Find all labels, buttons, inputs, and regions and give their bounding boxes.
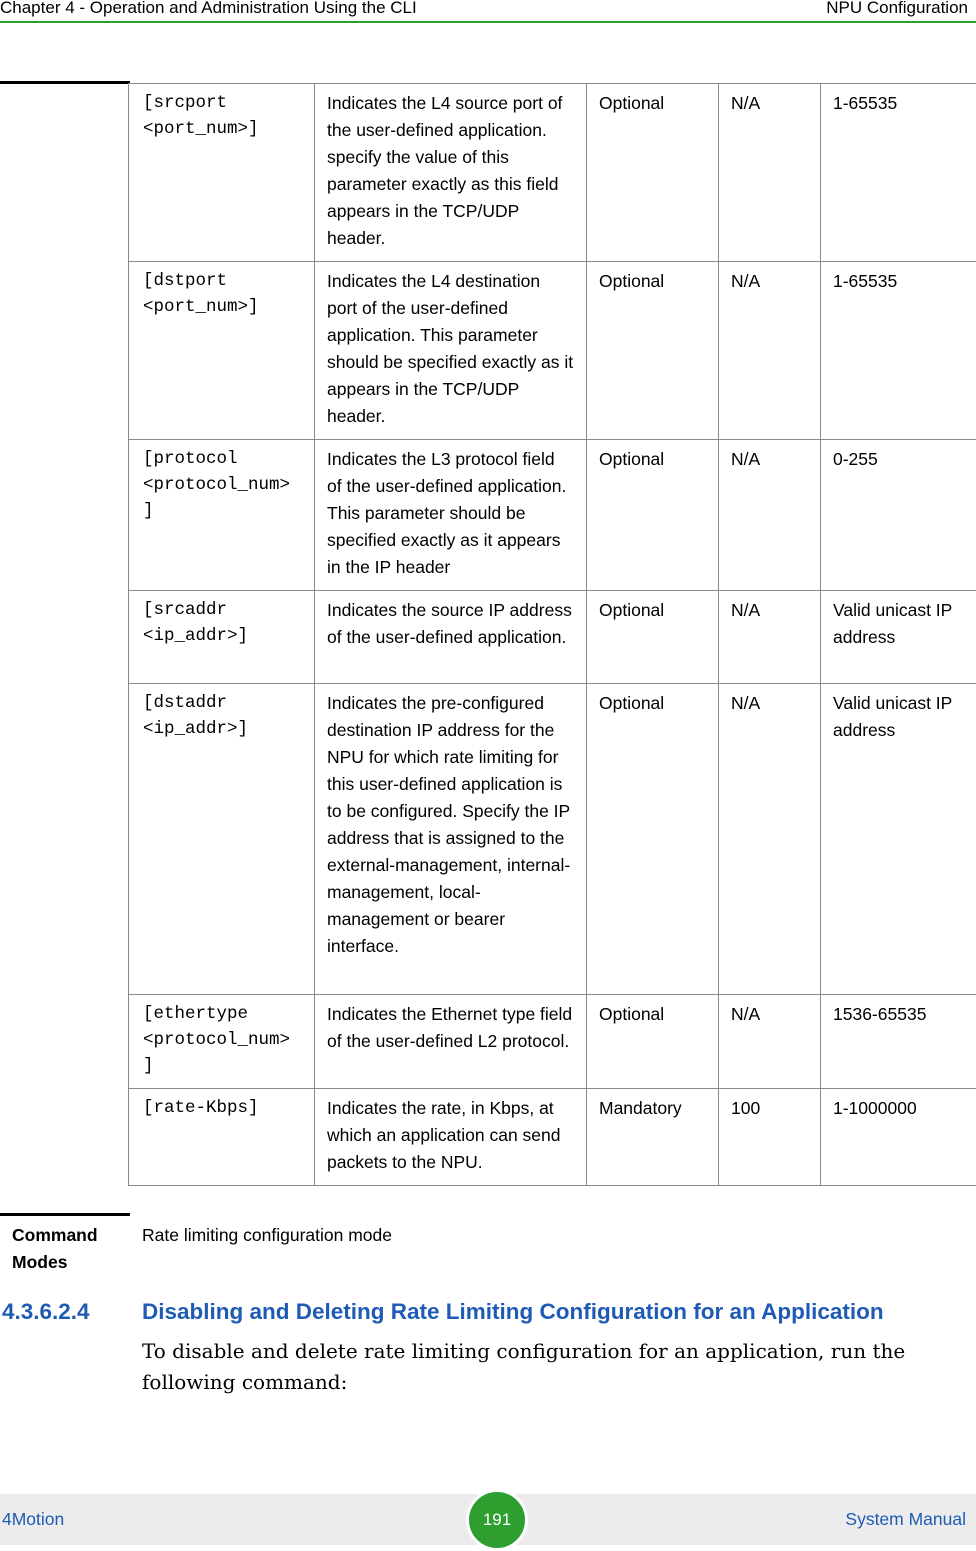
section-header: NPU Configuration (826, 0, 968, 18)
param-cell: [srcaddr <ip_addr>] (129, 591, 315, 684)
table-row (129, 995, 976, 1089)
param-cell: [ethertype <protocol_num> ] (129, 995, 315, 1089)
description-cell: Indicates the source IP address of the user-defined application. (315, 591, 587, 684)
description-cell: Indicates the Ethernet type field of the user-defined L2 protocol. (315, 995, 587, 1089)
possible-values-cell: 1-65535 (821, 262, 976, 440)
default-value-cell: N/A (719, 591, 821, 684)
default-value-cell: N/A (719, 995, 821, 1089)
possible-values-cell: Valid unicast IP address (821, 591, 976, 684)
command-modes-label: Command Modes (12, 1222, 122, 1276)
description-cell: Indicates the pre-configured destination IP address for the NPU for which rate limiting for this user-defined application is to be configured. Specify the IP address that is assigned to the external-management, internal-management, local-management or bearer interface. (315, 684, 587, 995)
presence-cell: Optional (587, 262, 719, 440)
command-modes-value: Rate limiting configuration mode (142, 1222, 392, 1249)
parameters-table (128, 83, 976, 1186)
description-cell: Indicates the L3 protocol field of the user-defined application. This parameter should be specified exactly as it appears in the IP header (315, 440, 587, 591)
header-rule (0, 21, 976, 23)
table-row (129, 440, 976, 591)
possible-values-cell: 1-65535 (821, 84, 976, 262)
page-number-badge: 191 (466, 1489, 528, 1551)
table-side-rule (0, 81, 130, 84)
param-cell: [protocol <protocol_num> ] (129, 440, 315, 591)
possible-values-cell: Valid unicast IP address (821, 684, 976, 995)
presence-cell: Optional (587, 684, 719, 995)
param-cell: [dstaddr <ip_addr>] (129, 684, 315, 995)
table-row (129, 1089, 976, 1186)
table-row (129, 591, 976, 684)
section-number: 4.3.6.2.4 (2, 1299, 90, 1325)
command-modes-rule (0, 1213, 130, 1216)
possible-values-cell: 0-255 (821, 440, 976, 591)
table-row (129, 684, 976, 995)
default-value-cell: N/A (719, 440, 821, 591)
default-value-cell: N/A (719, 84, 821, 262)
param-cell: [srcport <port_num>] (129, 84, 315, 262)
default-value-cell: N/A (719, 262, 821, 440)
table-row (129, 262, 976, 440)
default-value-cell: N/A (719, 684, 821, 995)
presence-cell: Optional (587, 440, 719, 591)
section-body: To disable and delete rate limiting configuration for an application, run the following command: (142, 1336, 942, 1398)
param-cell: [rate-Kbps] (129, 1089, 315, 1186)
presence-cell: Optional (587, 591, 719, 684)
presence-cell: Mandatory (587, 1089, 719, 1186)
default-value-cell: 100 (719, 1089, 821, 1186)
presence-cell: Optional (587, 995, 719, 1089)
footer-product: 4Motion (2, 1509, 64, 1530)
possible-values-cell: 1-1000000 (821, 1089, 976, 1186)
description-cell: Indicates the L4 source port of the user-defined application. specify the value of this parameter exactly as this field appears in the TCP/UDP header. (315, 84, 587, 262)
description-cell: Indicates the rate, in Kbps, at which an application can send packets to the NPU. (315, 1089, 587, 1186)
param-cell: [dstport <port_num>] (129, 262, 315, 440)
section-title: Disabling and Deleting Rate Limiting Configuration for an Application (142, 1299, 884, 1325)
description-cell: Indicates the L4 destination port of the user-defined application. This parameter should be specified exactly as it appears in the TCP/UDP header. (315, 262, 587, 440)
table-row (129, 84, 976, 262)
chapter-header: Chapter 4 - Operation and Administration Using the CLI (0, 0, 417, 18)
presence-cell: Optional (587, 84, 719, 262)
footer-manual: System Manual (845, 1509, 966, 1530)
possible-values-cell: 1536-65535 (821, 995, 976, 1089)
